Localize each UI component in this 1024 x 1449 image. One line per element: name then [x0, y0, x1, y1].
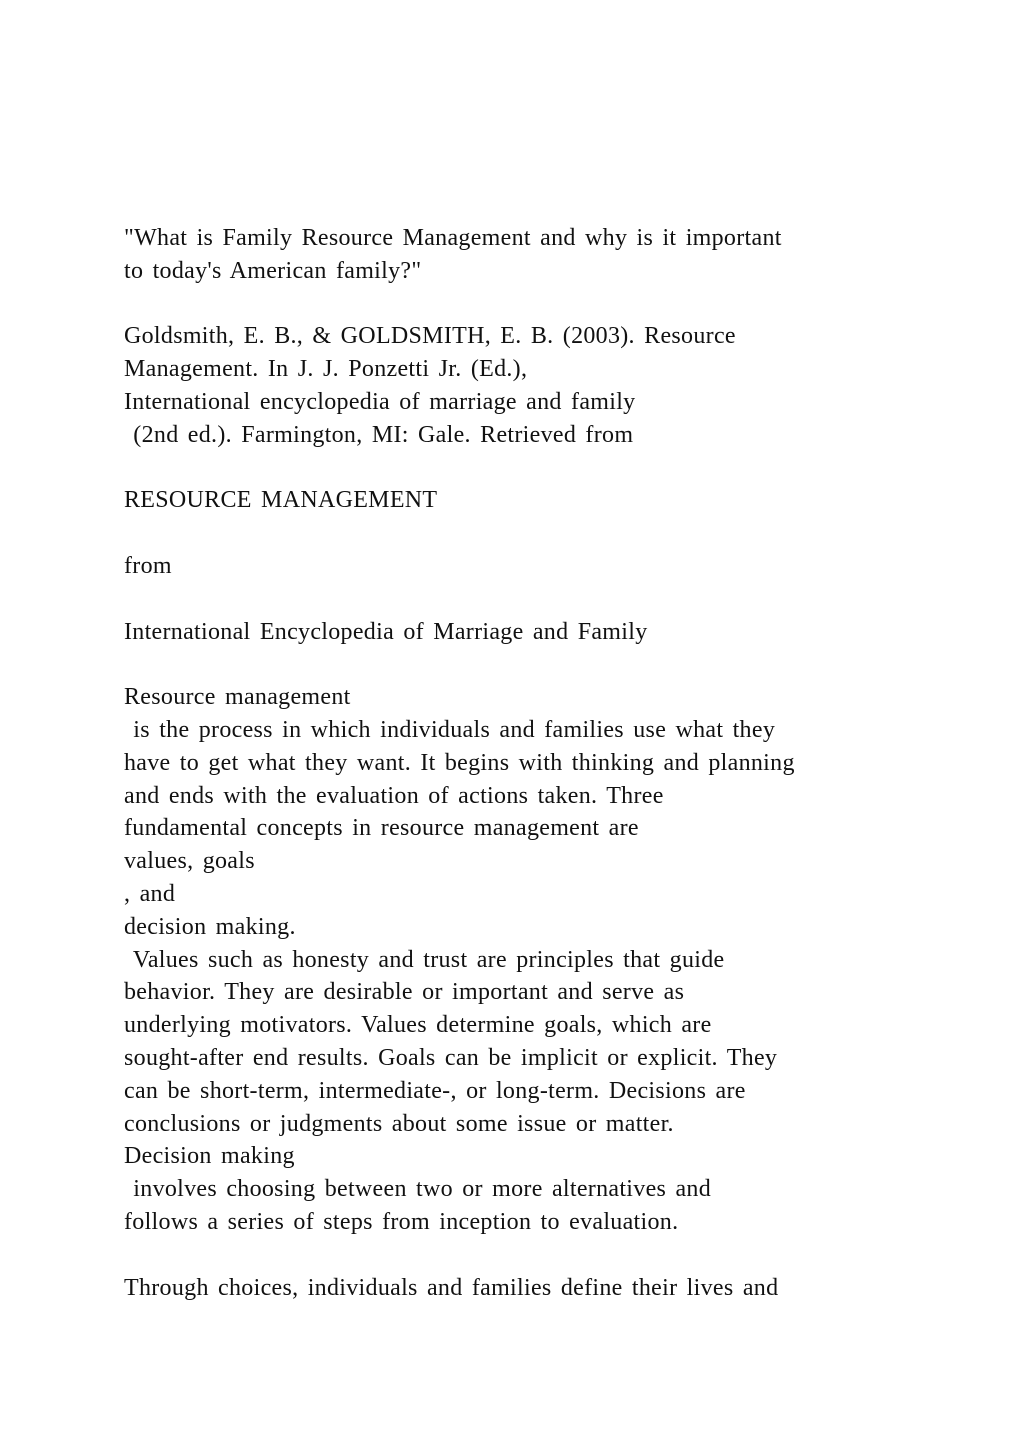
body-line: underlying motivators. Values determine goals, which are — [124, 1012, 712, 1039]
body-line: values, goals — [124, 848, 255, 875]
paragraph-gap — [124, 1239, 984, 1272]
citation-line: (2nd ed.). Farmington, MI: Gale. Retrieved from — [124, 421, 634, 448]
body-line: decision making. — [124, 913, 296, 940]
body-line: is the process in which individuals and families use what they — [124, 716, 776, 743]
body-line: behavior. They are desirable or important and serve as — [124, 979, 685, 1006]
source-title: International Encyclopedia of Marriage and Family — [124, 618, 648, 645]
body-line: and ends with the evaluation of actions taken. Three — [124, 782, 664, 809]
body-line: conclusions or judgments about some issue or matter. — [124, 1110, 674, 1137]
body-line: involves choosing between two or more alternatives and — [124, 1176, 712, 1203]
body-line: Values such as honesty and trust are principles that guide — [124, 946, 725, 973]
citation-line: Management. In J. J. Ponzetti Jr. (Ed.), — [124, 356, 528, 383]
document-text — [124, 222, 984, 1304]
paragraph-gap — [124, 648, 984, 681]
body-line: can be short-term, intermediate-, or long-term. Decisions are — [124, 1077, 746, 1104]
section-heading: RESOURCE MANAGEMENT — [124, 487, 438, 514]
body-line: fundamental concepts in resource management are — [124, 815, 639, 842]
body-line: , and — [124, 880, 176, 907]
body-line: have to get what they want. It begins with thinking and planning — [124, 749, 795, 776]
paragraph-gap — [124, 517, 984, 550]
paragraph-gap — [124, 583, 984, 616]
paragraph-gap — [124, 288, 984, 321]
body-line: follows a series of steps from inception to evaluation. — [124, 1208, 679, 1235]
closing-line: Through choices, individuals and families define their lives and — [124, 1274, 779, 1301]
citation-line: International encyclopedia of marriage and family — [124, 388, 636, 415]
body-line: Resource management — [124, 684, 351, 711]
body-line: sought-after end results. Goals can be implicit or explicit. They — [124, 1044, 778, 1071]
from-label: from — [124, 552, 172, 579]
citation-line: Goldsmith, E. B., & GOLDSMITH, E. B. (2003). Resource — [124, 323, 736, 350]
paragraph-gap — [124, 452, 984, 485]
question-line: to today's American family?" — [124, 257, 422, 284]
body-line: Decision making — [124, 1143, 295, 1170]
question-line: "What is Family Resource Management and why is it important — [124, 225, 782, 251]
